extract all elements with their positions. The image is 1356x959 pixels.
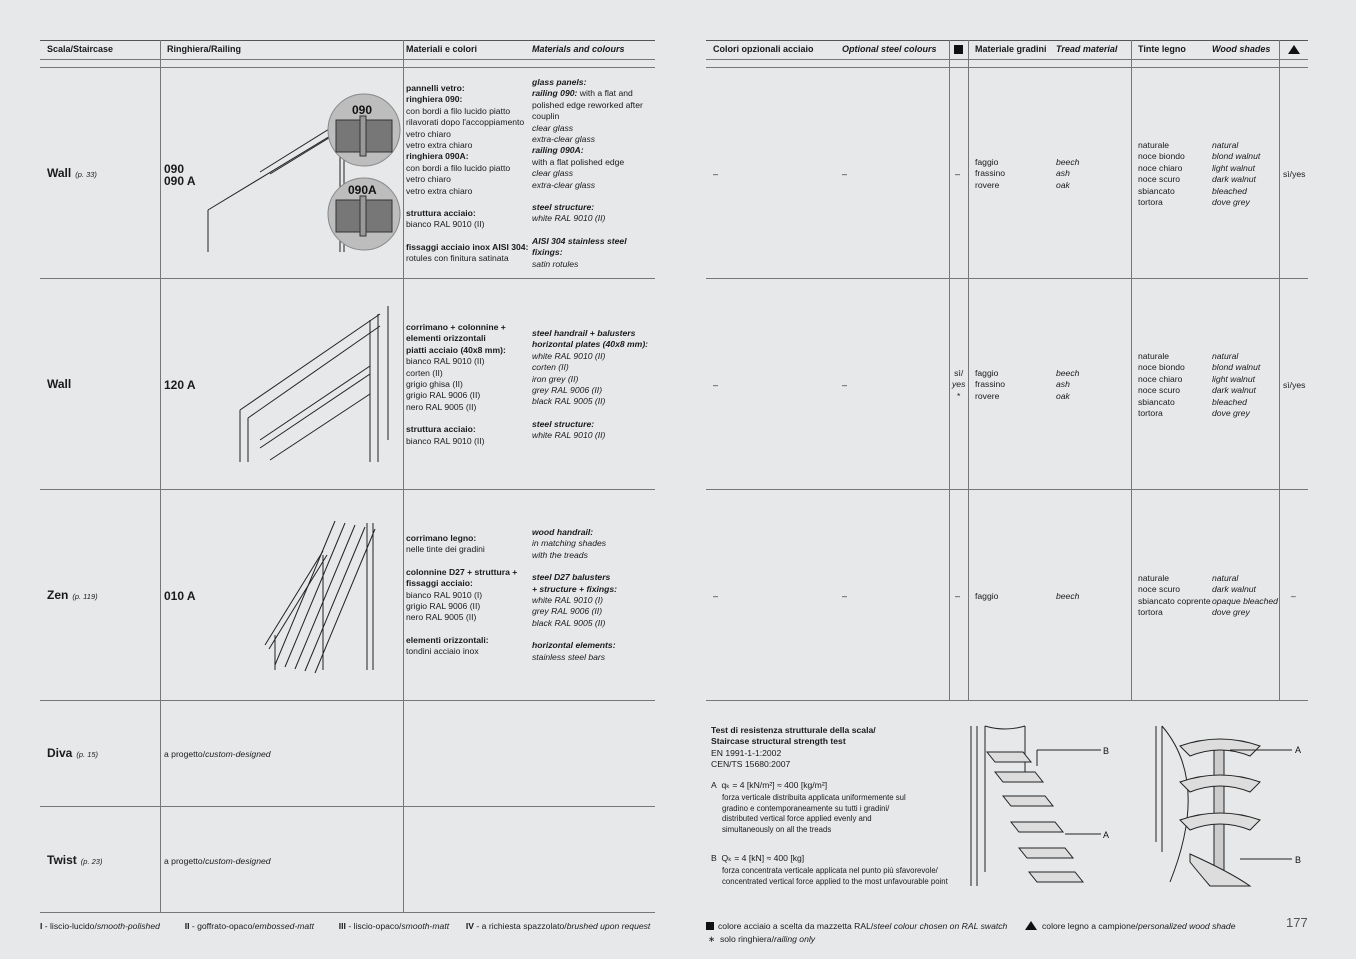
tread-it: faggio <box>975 591 999 601</box>
staircase-name: Twist (p. 23) <box>47 853 103 867</box>
opt-it: – <box>713 380 719 390</box>
wood-en: natural dark walnut opaque bleached dove grey <box>1212 573 1278 618</box>
tread-it: faggio frassino rovere <box>975 157 1006 190</box>
triangle-legend: colore legno a campione/personalized wood shade <box>1025 921 1236 932</box>
materials-it: corrimano + colonnine + elementi orizzontali piatti acciaio (40x8 mm): bianco RAL 9010 (II) corten (II) grigio ghisa (II) grigio RAL 9006 (II) nero RAL 9005 (II) struttura acciaio: bianco RAL 9010 (II) <box>406 322 506 446</box>
railing-custom: a progetto/custom-designed <box>164 749 271 759</box>
materials-en: steel handrail + balusters horizontal plates (40x8 mm): white RAL 9010 (II) corten (II) iron grey (II) grey RAL 9006 (II) black RAL 9005 (II) steel structure: white RAL 9010 (II) <box>532 328 649 441</box>
header-materials-en: Materials and colours <box>532 44 625 54</box>
railing-label-090: 090 <box>352 103 373 117</box>
railing-model: 010 A <box>164 589 196 603</box>
header-wood-it: Tinte legno <box>1138 44 1186 54</box>
square-value: – <box>955 591 961 601</box>
tread-en: beech ash oak <box>1056 157 1080 190</box>
staircase-name: Wall (p. 33) <box>47 166 97 180</box>
wood-it: naturale noce biondo noce chiaro noce scuro sbiancato tortora <box>1138 140 1185 208</box>
railing-010a-drawing <box>255 515 385 675</box>
header-tread-en: Tread material <box>1056 44 1118 54</box>
square-legend: colore acciaio a scelta da mazzetta RAL/steel colour chosen on RAL swatch <box>706 921 1007 932</box>
railing-model: 120 A <box>164 378 196 392</box>
header-opt-it: Colori opzionali acciaio <box>713 44 814 54</box>
tread-en: beech <box>1056 591 1080 601</box>
header-opt-en: Optional steel colours <box>842 44 937 54</box>
triangle-value: – <box>1291 591 1296 601</box>
materials-it: corrimano legno: nelle tinte dei gradini colonnine D27 + struttura + fissaggi acciaio: bianco RAL 9010 (I) grigio RAL 9006 (II) nero RAL 9005 (II) elementi orizzontali: tondini acciaio inox <box>406 533 518 657</box>
star-legend: ∗ solo ringhiera/railing only <box>708 934 816 944</box>
square-value: – <box>955 169 961 179</box>
test-block: Test di resistenza strutturale della scala/ Staircase structural strength test EN 1991-1-1:2002 CEN/TS 15680:2007 <box>711 725 876 770</box>
materials-it: pannelli vetro: ringhiera 090: con bordi a filo lucido piatto rilavorati dopo l'accoppiamento vetro chiaro vetro extra chiaro ringhiera 090A: con bordi a filo lucido piatto vetro chiaro vetro extra chiaro struttura acciaio: bianco RAL 9010 (II) fissaggi acciaio inox AISI 304: rotules con finitura satinata <box>406 83 529 264</box>
triangle-value: sì/yes <box>1283 380 1306 390</box>
header-wood-en: Wood shades <box>1212 44 1271 54</box>
test-b-formula: B Qₖ = 4 [kN] ≈ 400 [kg] <box>711 853 805 863</box>
test-staircase-figure-1 <box>965 722 1115 890</box>
railing-090-drawing <box>200 92 402 262</box>
materials-en: wood handrail: in matching shades with the treads steel D27 balusters + structure + fixings: white RAL 9010 (I) grey RAL 9006 (II) black RAL 9005 (II) horizontal elements: stainless steel bars <box>532 527 618 662</box>
opt-en: – <box>842 380 848 390</box>
opt-it: – <box>713 169 719 179</box>
tread-en: beech ash oak <box>1056 368 1080 401</box>
finish-legend: I - liscio-lucido/smooth-polished II - goffrato-opaco/embossed-matt III - liscio-opaco/smooth-matt IV - a richiesta spazzolato/brushed upon request <box>40 921 651 931</box>
figure-label: A <box>1295 745 1302 755</box>
opt-en: – <box>842 169 848 179</box>
opt-it: – <box>713 591 719 601</box>
header-railing: Ringhiera/Railing <box>167 44 242 54</box>
square-symbol-icon <box>954 45 963 54</box>
triangle-value: sì/yes <box>1283 169 1306 179</box>
test-staircase-figure-2 <box>1150 722 1308 890</box>
materials-en: glass panels: railing 090: with a flat and polished edge reworked after couplin clear glass extra-clear glass railing 090A: with a flat polished edge clear glass extra-clear glass steel structure: white RAL 9010 (II) AISI 304 stainless steel fixings: satin rotules <box>532 77 643 269</box>
test-b-desc: forza concentrata verticale applicata nel punto più sfavorevole/ concentrated vertical force applied to the most unfavourable point <box>722 866 948 886</box>
page-number: 177 <box>1286 915 1308 930</box>
wood-en: natural blond walnut light walnut dark walnut bleached dove grey <box>1212 351 1261 419</box>
railing-custom: a progetto/custom-designed <box>164 856 271 866</box>
wood-en: natural blond walnut light walnut dark walnut bleached dove grey <box>1212 140 1261 208</box>
railing-model: 090 090 A <box>164 162 196 188</box>
wood-it: naturale noce biondo noce chiaro noce scuro sbiancato tortora <box>1138 351 1185 419</box>
staircase-name: Diva (p. 15) <box>47 746 99 760</box>
triangle-symbol-icon <box>1288 45 1300 54</box>
railing-label-090a: 090A <box>348 183 377 197</box>
figure-label: B <box>1103 746 1110 756</box>
figure-label: B <box>1295 855 1302 865</box>
staircase-name: Wall <box>47 377 72 391</box>
wood-it: naturale noce scuro sbiancato coprente tortora <box>1138 573 1211 618</box>
header-tread-it: Materiale gradini <box>975 44 1047 54</box>
figure-label: A <box>1103 830 1110 840</box>
staircase-name: Zen (p. 119) <box>47 588 98 602</box>
railing-120a-drawing <box>230 300 400 465</box>
header-materials-it: Materiali e colori <box>406 44 478 54</box>
test-a-desc: forza verticale distribuita applicata uniformemente sul gradino e contemporaneamente su tutti i gradini/ distributed vertical force applied evenly and simultaneously on all the treads <box>722 793 906 834</box>
square-value: sì/ yes * <box>952 368 966 401</box>
opt-en: – <box>842 591 848 601</box>
test-a-formula: A qₖ = 4 [kN/m²] ≈ 400 [kg/m²] <box>711 780 828 790</box>
tread-it: faggio frassino rovere <box>975 368 1006 401</box>
header-staircase: Scala/Staircase <box>47 44 114 54</box>
